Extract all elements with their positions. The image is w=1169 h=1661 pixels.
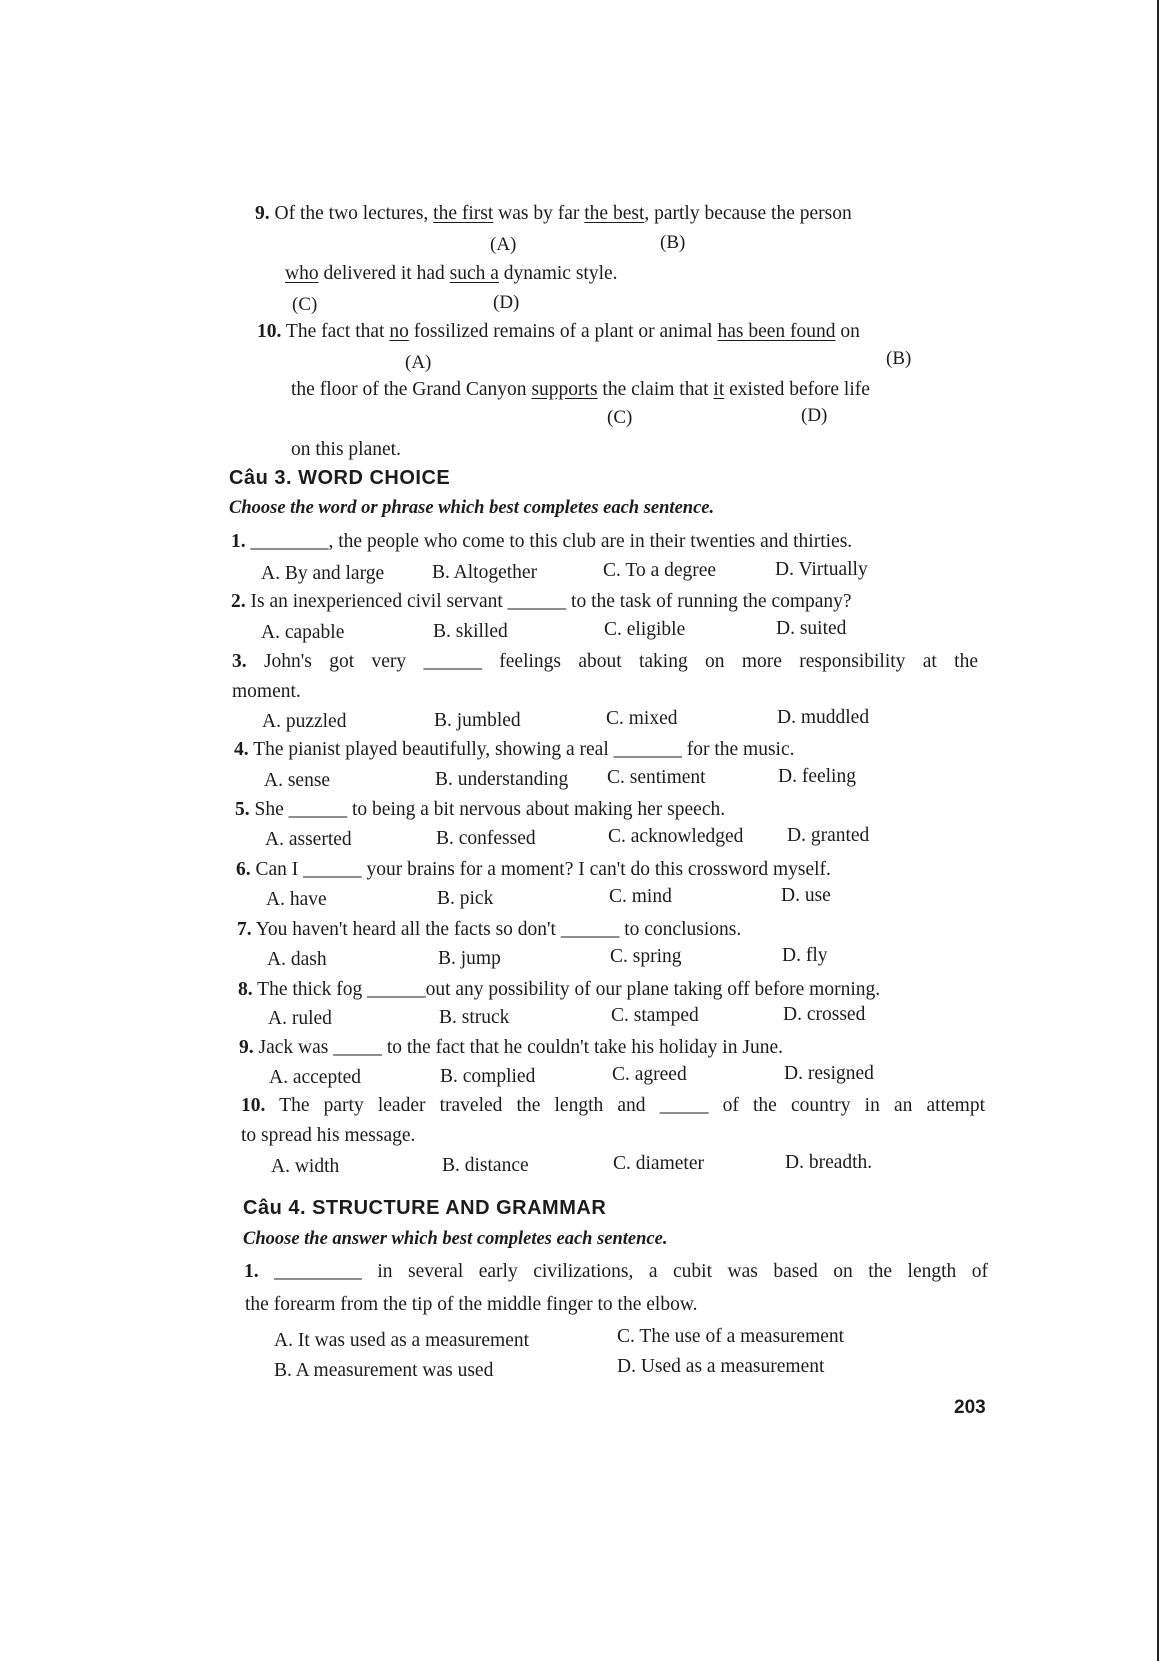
option-b: B. struck [439,1007,510,1028]
option-d: D. crossed [783,1004,866,1025]
option-a: A. dash [267,949,327,970]
marker-D: (D) [493,292,520,313]
option-d: D. feeling [778,766,856,787]
page-edge-line [1157,0,1159,1661]
marker-B: (B) [660,232,686,253]
option-d: D. fly [782,945,828,966]
option-c: C. acknowledged [608,826,744,847]
question-10-line2: to spread his message. [241,1125,416,1146]
option-b: B. understanding [435,769,569,790]
option-d: D. Virtually [775,559,868,580]
section-instructions: Choose the word or phrase which best completes each sentence. [229,498,715,518]
question-1: 1. ________, the people who come to this club are in their twenties and thirties. [231,531,853,552]
option-c: C. mind [609,886,672,907]
option-b: B. pick [437,888,494,909]
marker-B: (B) [886,348,912,369]
option-c: C. sentiment [607,767,706,788]
marker-C: (C) [607,407,633,428]
option-b: B. Altogether [432,562,538,583]
marker-A: (A) [490,234,517,255]
option-a: A. sense [264,770,331,791]
option-d: D. granted [787,825,870,846]
error-q10-line3: on this planet. [291,439,401,460]
question-3-line1: 3. John's got very ______ feelings about taking on more responsibility at the [232,651,978,672]
option-c: C. spring [610,946,682,967]
question-5: 5. She ______ to being a bit nervous about making her speech. [235,799,726,820]
option-b: B. complied [440,1066,536,1087]
error-q9-line2: who delivered it had such a dynamic style. [285,263,618,284]
question-10-line1: 10. The party leader traveled the length and _____ of the country in an attempt [241,1095,985,1116]
question-7: 7. You haven't heard all the facts so don't ______ to conclusions. [237,919,742,940]
option-a: A. asserted [265,829,352,850]
error-q10-line2: the floor of the Grand Canyon supports the claim that it existed before life [291,379,870,400]
question-3-line2: moment. [232,681,301,702]
option-d: D. muddled [777,707,870,728]
option-c: C. The use of a measurement [617,1326,845,1347]
option-b: B. confessed [436,828,536,849]
marker-D: (D) [801,405,828,426]
option-a: A. puzzled [262,711,347,732]
option-a: A. accepted [269,1067,362,1088]
option-d: D. suited [776,618,847,639]
option-b: B. jumbled [434,710,521,731]
option-b: B. distance [442,1155,529,1176]
question-9: 9. Jack was _____ to the fact that he couldn't take his holiday in June. [239,1037,783,1058]
option-b: B. jump [438,948,501,969]
option-a: A. ruled [268,1008,332,1029]
option-c: C. To a degree [603,560,717,581]
section-heading: Câu 4. STRUCTURE AND GRAMMAR [243,1197,607,1219]
option-c: C. diameter [613,1153,704,1174]
option-d: D. breadth. [785,1152,873,1173]
question-6: 6. Can I ______ your brains for a moment? I can't do this crossword myself. [236,859,831,880]
option-c: C. agreed [612,1064,687,1085]
section-instructions: Choose the answer which best completes each sentence. [243,1229,668,1249]
option-c: C. eligible [604,619,686,640]
marker-C: (C) [292,294,318,315]
option-a: A. It was used as a measurement [274,1330,530,1351]
option-d: D. use [781,885,831,906]
error-q10-line1: 10. The fact that no fossilized remains of a plant or animal has been found on [257,321,860,342]
option-d: D. Used as a measurement [617,1356,825,1377]
marker-A: (A) [405,352,432,373]
option-c: C. mixed [606,708,678,729]
page-number: 203 [954,1397,986,1418]
question-1-line1: 1. _________ in several early civilizations, a cubit was based on the length of [244,1261,989,1282]
question-1-line2: the forearm from the tip of the middle finger to the elbow. [245,1294,698,1315]
question-8: 8. The thick fog ______out any possibility of our plane taking off before morning. [238,979,881,1000]
option-b: B. skilled [433,621,508,642]
option-a: A. have [266,889,327,910]
option-d: D. resigned [784,1063,874,1084]
error-q9-line1: 9. Of the two lectures, the first was by far the best, partly because the person [255,203,852,224]
option-a: A. By and large [261,563,385,584]
section-heading: Câu 3. WORD CHOICE [229,467,451,489]
option-c: C. stamped [611,1005,699,1026]
option-a: A. width [271,1156,340,1177]
question-2: 2. Is an inexperienced civil servant ______ to the task of running the company? [231,591,852,612]
option-a: A. capable [261,622,345,643]
option-b: B. A measurement was used [274,1360,494,1381]
question-4: 4. The pianist played beautifully, showing a real _______ for the music. [234,739,795,760]
